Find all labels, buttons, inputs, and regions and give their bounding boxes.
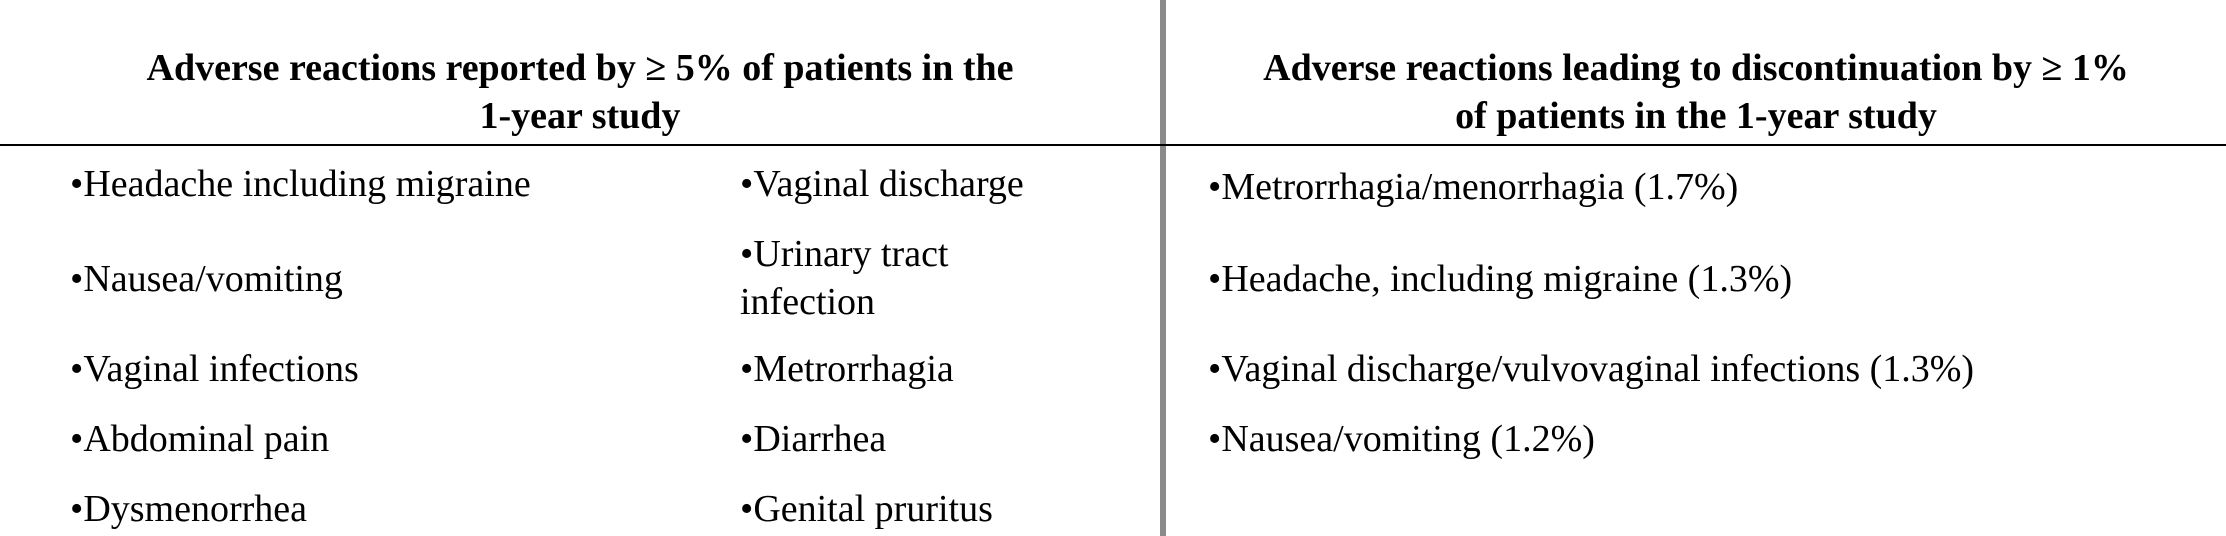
list-item [70, 160, 531, 208]
list-item [70, 415, 329, 463]
list-item-label: Metrorrhagia/menorrhagia (1.7%) [1221, 166, 1739, 208]
bullet-icon: • [740, 233, 754, 275]
list-item-label: Diarrhea [753, 418, 887, 460]
right-heading-line-2: of patients in the 1-year study [1455, 95, 1937, 137]
list-item-label: Headache, including migraine (1.3%) [1221, 258, 1793, 300]
list-item [740, 160, 1024, 208]
left-heading-line-2: 1-year study [479, 95, 681, 137]
bullet-icon: • [70, 163, 84, 205]
list-item-label: Nausea/vomiting [83, 258, 343, 300]
list-item [1208, 345, 1974, 393]
list-item-label: Vaginal discharge/vulvovaginal infections (1.3%) [1221, 348, 1975, 390]
list-item [740, 230, 949, 326]
right-heading-line-1: Adverse reactions leading to discontinuation by ≥ 1% [1263, 47, 2129, 89]
bullet-icon: • [70, 258, 84, 300]
bullet-icon: • [1208, 418, 1222, 460]
bullet-icon: • [70, 348, 84, 390]
list-item [740, 345, 954, 393]
list-item-label-continued: infection [740, 281, 876, 323]
bullet-icon: • [740, 488, 754, 530]
list-item [740, 415, 886, 463]
list-item-label: Dysmenorrhea [83, 488, 308, 530]
list-item-label: Abdominal pain [83, 418, 330, 460]
list-item-label: Urinary tract [753, 233, 949, 275]
bullet-icon: • [1208, 258, 1222, 300]
list-item-label: Vaginal discharge [753, 163, 1024, 205]
bullet-icon: • [1208, 348, 1222, 390]
bullet-icon: • [70, 488, 84, 530]
list-item [740, 485, 993, 533]
list-item [70, 485, 307, 533]
list-item-label: Nausea/vomiting (1.2%) [1221, 418, 1595, 460]
list-item-label: Metrorrhagia [753, 348, 954, 390]
list-item [1208, 163, 1738, 211]
right-column-heading [1166, 44, 2226, 140]
list-item [1208, 415, 1595, 463]
list-item-label: Vaginal infections [83, 348, 359, 390]
bullet-icon: • [740, 163, 754, 205]
list-item-label: Headache including migraine [83, 163, 531, 205]
list-item-label: Genital pruritus [753, 488, 993, 530]
left-column-heading [0, 44, 1160, 140]
list-item [70, 255, 343, 303]
bullet-icon: • [1208, 166, 1222, 208]
header-rule [0, 144, 2226, 146]
bullet-icon: • [740, 418, 754, 460]
bullet-icon: • [70, 418, 84, 460]
left-heading-line-1: Adverse reactions reported by ≥ 5% of patients in the [146, 47, 1014, 89]
list-item [70, 345, 359, 393]
bullet-icon: • [740, 348, 754, 390]
list-item [1208, 255, 1792, 303]
